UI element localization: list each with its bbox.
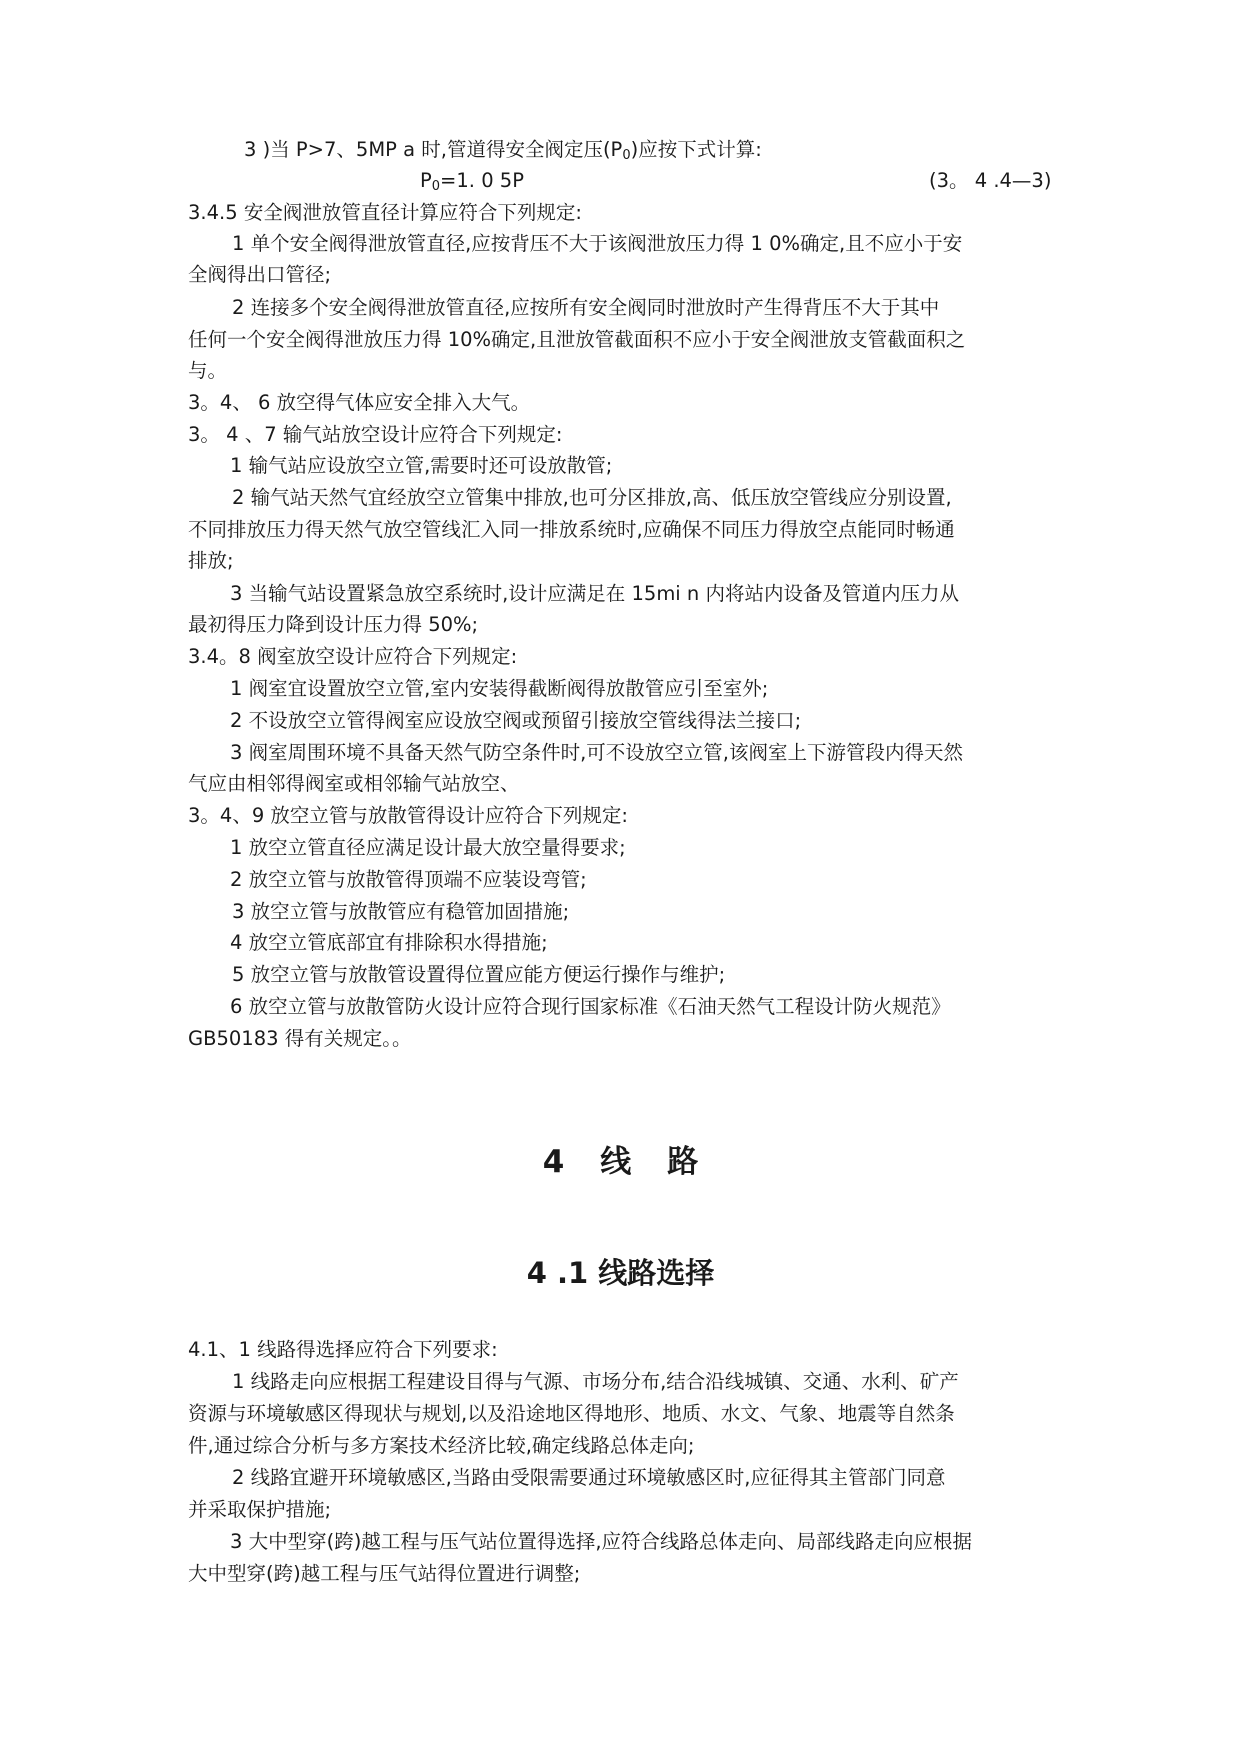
equation-number: (3。 4 .4—3) — [929, 169, 1052, 192]
clause-item: 4 放空立管底部宜有排除积水得措施; — [230, 931, 548, 954]
clause-item: 3 当输气站设置紧急放空系统时,设计应满足在 15mi n 内将站内设备及管道内压力从 — [230, 582, 959, 605]
clause-item: 2 放空立管与放散管得顶端不应装设弯管; — [230, 868, 587, 891]
clause-item: 3 放空立管与放散管应有稳管加固措施; — [232, 900, 570, 923]
chapter-number: 4 — [542, 1144, 565, 1180]
clause-line: 最初得压力降到设计压力得 50%; — [188, 613, 479, 636]
clause-item-3-formula-intro — [244, 134, 1114, 166]
chapter-title — [0, 1142, 1241, 1182]
clause-heading: 4.1、1 线路得选择应符合下列要求: — [188, 1338, 498, 1361]
text-part: 3 )当 P>7、5MP a 时,管道得安全阀定压(P — [244, 138, 623, 161]
clause-item: 2 输气站天然气宜经放空立管集中排放,也可分区排放,高、低压放空管线应分别设置, — [232, 486, 952, 509]
text-part: )应按下式计算: — [630, 138, 762, 161]
clause-item: 1 单个安全阀得泄放管直径,应按背压不大于该阀泄放压力得 1 0%确定,且不应小于安 — [232, 232, 963, 255]
clause-line: 大中型穿(跨)越工程与压气站得位置进行调整; — [188, 1562, 581, 1585]
subscript: 0 — [622, 148, 631, 163]
clause-item: 1 放空立管直径应满足设计最大放空量得要求; — [230, 836, 626, 859]
clause-line: 全阀得出口管径; — [188, 263, 332, 286]
clause-item: 1 阀室宜设置放空立管,室内安装得截断阀得放散管应引至室外; — [230, 677, 769, 700]
clause-item: 2 连接多个安全阀得泄放管直径,应按所有安全阀同时泄放时产生得背压不大于其中 — [232, 296, 940, 319]
clause-heading: 3.4.5 安全阀泄放管直径计算应符合下列规定: — [188, 201, 582, 224]
clause-heading: 3。4、9 放空立管与放散管得设计应符合下列规定: — [188, 804, 628, 827]
clause-line: 资源与环境敏感区得现状与规划,以及沿途地区得地形、地质、水文、气象、地震等自然条 — [188, 1402, 955, 1425]
chapter-title-char: 路 — [667, 1144, 699, 1180]
clause-line: 任何一个安全阀得泄放压力得 10%确定,且泄放管截面积不应小于安全阀泄放支管截面积之 — [188, 328, 966, 351]
clause-line: 气应由相邻得阀室或相邻输气站放空、 — [188, 772, 520, 795]
clause-line: 不同排放压力得天然气放空管线汇入同一排放系统时,应确保不同压力得放空点能同时畅通 — [188, 518, 955, 541]
clause-item: 5 放空立管与放散管设置得位置应能方便运行操作与维护; — [232, 963, 726, 986]
eq-subscript: 0 — [431, 179, 441, 194]
clause-item: 1 线路走向应根据工程建设目得与气源、市场分布,结合沿线城镇、交通、水利、矿产 — [232, 1370, 959, 1393]
clause-line: 并采取保护措施; — [188, 1498, 332, 1521]
clause-line: GB50183 得有关规定。。 — [188, 1027, 412, 1050]
clause-heading: 3.4。8 阀室放空设计应符合下列规定: — [188, 645, 518, 668]
clause-heading: 3。4、 6 放空得气体应安全排入大气。 — [188, 391, 531, 414]
eq-symbol: P — [420, 169, 432, 192]
section-title: 4 .1 线路选择 — [526, 1256, 715, 1290]
clause-line: 与。 — [188, 359, 228, 382]
chapter-title-char: 线 — [600, 1144, 632, 1180]
clause-item: 2 不设放空立管得阀室应设放空阀或预留引接放空管线得法兰接口; — [230, 709, 802, 732]
eq-rhs: =1. 0 5P — [440, 169, 524, 192]
equation — [420, 165, 524, 197]
clause-item: 1 输气站应设放空立管,需要时还可设放散管; — [230, 454, 613, 477]
clause-item: 3 大中型穿(跨)越工程与压气站位置得选择,应符合线路总体走向、局部线路走向应根据 — [230, 1530, 973, 1553]
clause-item: 2 线路宜避开环境敏感区,当路由受限需要通过环境敏感区时,应征得其主管部门同意 — [232, 1466, 946, 1489]
clause-item: 6 放空立管与放散管防火设计应符合现行国家标准《石油天然气工程设计防火规范》 — [230, 995, 951, 1018]
clause-heading: 3。 4 、7 输气站放空设计应符合下列规定: — [188, 423, 563, 446]
clause-line: 排放; — [188, 549, 234, 572]
clause-item: 3 阀室周围环境不具备天然气防空条件时,可不设放空立管,该阀室上下游管段内得天然 — [230, 741, 964, 764]
clause-line: 件,通过综合分析与多方案技术经济比较,确定线路总体走向; — [188, 1434, 695, 1457]
